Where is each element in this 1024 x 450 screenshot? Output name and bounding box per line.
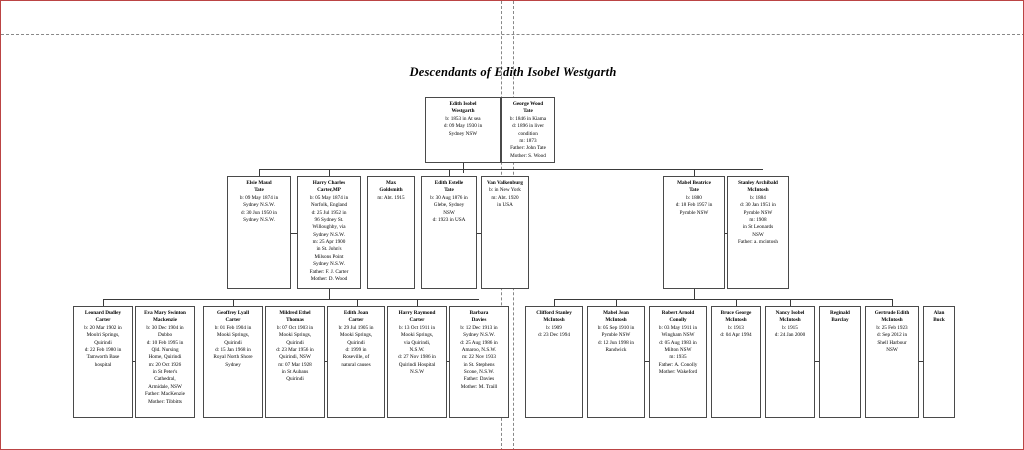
person-detail-line: b: 13 Oct 1911 in (398, 324, 436, 331)
person-detail-line: m: Abt. 1920 (491, 194, 519, 201)
person-node-robert-arnold-conolly[interactable] (649, 306, 707, 418)
person-name-line: Thomas (286, 317, 304, 324)
person-name-line: Elsie Maud (246, 180, 272, 186)
person-detail-line: NSW (443, 209, 455, 216)
person-detail-line: Mother: Wakeford (658, 369, 698, 375)
person-node-george-wood-tate[interactable] (501, 97, 555, 163)
person-detail-line: Mother: D. Wood (310, 275, 348, 282)
connector-line (463, 163, 464, 173)
person-detail-line: Mooki Springs, (400, 332, 434, 339)
person-name-line: Edith Estelle (434, 180, 464, 186)
person-detail-line: in St. John's (316, 246, 342, 253)
person-name-line: Carter,MP (317, 187, 341, 194)
connector-line (736, 299, 737, 306)
person-detail-line: d: 1999 in (345, 346, 367, 353)
person-node-max-goldsmith[interactable] (367, 176, 415, 289)
person-detail-line: m: 1873 (519, 137, 537, 144)
person-detail-line: b: 29 Jul 1905 in (338, 324, 374, 331)
person-detail-line: Sydney (225, 361, 241, 368)
person-detail-line: in St Peter's (152, 369, 178, 375)
person-name-line: Reginald (830, 310, 850, 316)
person-detail-line: Sydney N.S.W. (313, 261, 345, 268)
person-detail-line: b: 07 Oct 1903 in (276, 324, 314, 331)
person-name-line: Westgarth (451, 108, 475, 115)
person-name-line: Bruce George (720, 310, 752, 316)
person-detail-line: Armidale, NSW (148, 383, 182, 390)
person-detail-line: d: 25 Jul 1952 in (311, 209, 347, 216)
person-detail-line: d: 04 Apr 1994 (720, 332, 752, 339)
person-detail-line: Cathedral, (154, 376, 176, 383)
person-name-line: McIntosh (747, 187, 769, 194)
person-detail-line: b: 20 Mar 1902 in (84, 324, 122, 331)
connector-line (554, 299, 555, 306)
person-node-elsie-maud-tate[interactable] (227, 176, 291, 289)
person-detail-line: Sydney N.S.W. (243, 202, 275, 209)
person-detail-line: d: 05 Aug 1983 in (659, 339, 697, 346)
person-detail-line: Scone, N.S.W. (463, 369, 495, 375)
person-name-line: McIntosh (881, 317, 903, 324)
person-detail-line: b: 1846 in Kiama (509, 115, 547, 122)
person-node-clifford-stanley-mcintosh[interactable] (525, 306, 583, 418)
person-name-line: Geoffrey Lyall (216, 310, 250, 316)
person-node-van-valkenburg[interactable] (481, 176, 529, 289)
person-name-line: Leonard Dudley (84, 310, 122, 316)
person-name-line: McIntosh (543, 317, 565, 324)
person-detail-line: b: 25 Feb 1923 (876, 324, 908, 331)
person-detail-line: d: 18 Feb 1957 in (675, 202, 713, 209)
person-detail-line: Mother: M. Traill (460, 383, 498, 390)
person-detail-line: d: 27 Nov 1986 in (398, 354, 436, 361)
person-name-line: Conolly (669, 317, 687, 324)
person-name-line: Mildred Ethel (279, 310, 311, 316)
person-detail-line: N.S.W. (409, 346, 425, 353)
person-name-line: Harry Charles (312, 180, 346, 186)
person-name-line: Eva Mary Swinton (144, 310, 186, 316)
connector-line (892, 299, 893, 306)
person-detail-line: b: 1880 (686, 194, 702, 201)
connector-line (329, 169, 330, 176)
person-detail-line: m: 25 Apr 1900 (312, 239, 346, 245)
person-detail-line: hospital (94, 361, 112, 368)
person-detail-line: b: 12 Dec 1913 in (460, 324, 498, 331)
person-name-line: Stanley Archibald (738, 180, 778, 186)
person-name-line: Clifford Stanley (536, 310, 572, 316)
person-node-nancy-isobel-mcintosh[interactable] (765, 306, 815, 418)
person-detail-line: Father: Davies (463, 376, 495, 383)
person-detail-line: m: 20 Oct 1926 (148, 361, 182, 368)
person-detail-line: b: 30 Aug 1876 in (430, 194, 468, 201)
person-detail-line: natural causes (341, 361, 371, 368)
person-node-reginald-barclay[interactable] (819, 306, 861, 418)
person-detail-line: NSW (752, 231, 764, 238)
person-node-gertrude-edith-mcintosh[interactable] (865, 306, 919, 418)
person-name-line: McIntosh (779, 317, 801, 324)
connector-line (233, 299, 234, 306)
person-detail-line: Quirindi (94, 339, 112, 346)
person-detail-line: d: 24 Jan 2000 (774, 332, 806, 339)
page-guide-top (1, 34, 1024, 35)
person-name-line: Edith Joan (343, 310, 369, 316)
person-detail-line: via Quirindi, (403, 339, 431, 346)
person-detail-line: Glebe, Sydney (433, 202, 465, 209)
person-detail-line: m: 1935 (669, 354, 687, 361)
person-name-line: Alan (933, 310, 945, 316)
person-detail-line: Pymble NSW (679, 209, 709, 216)
person-detail-line: Home, Quirindi (148, 354, 182, 361)
person-detail-line: Randwick (605, 346, 627, 353)
person-detail-line: Mother: Tibbitts (148, 398, 182, 405)
person-detail-line: Quirindi (347, 339, 365, 346)
person-detail-line: b: 05 May 1874 in (309, 194, 349, 201)
person-detail-line: Father: MacKenzie (145, 391, 185, 398)
person-node-leonard-dudley-carter[interactable] (73, 306, 133, 418)
person-detail-line: Father: A. Conolly (658, 361, 698, 368)
connector-line (259, 169, 260, 176)
connector-line (103, 299, 479, 300)
person-detail-line: d: 12 Jun 1998 in (597, 339, 635, 346)
person-name-line: Mabel Beatrice (677, 180, 711, 186)
person-node-mabel-beatrice-tate[interactable] (663, 176, 725, 289)
connector-line (103, 299, 104, 306)
person-name-line: Tate (523, 108, 533, 115)
person-detail-line: N.S.W (409, 369, 425, 375)
person-detail-line: b: 1853 in At sea (445, 115, 481, 122)
person-detail-line: Mooki Springs, (216, 332, 250, 339)
person-detail-line: condition (518, 130, 538, 137)
person-detail-line: in St Leonards (742, 224, 774, 231)
person-detail-line: 96 Sydney St. (314, 216, 344, 223)
person-name-line: Gertrude Edith (874, 310, 910, 316)
person-detail-line: b: 09 May 1874 in (239, 194, 279, 201)
person-detail-line: Roseville, of (342, 354, 370, 361)
person-name-line: Van Valkenburg (487, 180, 523, 186)
person-detail-line: Pymble NSW (601, 332, 631, 339)
connector-line (357, 299, 358, 306)
person-name-line: Robert Arnold (661, 310, 695, 316)
person-detail-line: Milton NSW (664, 346, 692, 353)
person-detail-line: m: 22 Nov 1933 (462, 354, 496, 361)
person-detail-line: Mooki Springs, (278, 332, 312, 339)
person-name-line: McIntosh (605, 317, 627, 324)
connector-line (259, 169, 763, 170)
person-name-line: Carter (348, 317, 364, 324)
connector-line (449, 169, 450, 176)
person-detail-line: Quirindi (286, 339, 304, 346)
person-name-line: Nancy Isobel (775, 310, 805, 316)
person-detail-line: Willoughby, via (312, 224, 346, 231)
person-node-mildred-ethel-thomas[interactable] (265, 306, 325, 418)
person-detail-line: d: 30 Jan 1951 in (740, 202, 776, 209)
person-node-edith-joan-carter[interactable] (327, 306, 385, 418)
person-detail-line: Milsons Point (314, 253, 344, 260)
person-detail-line: Sydney N.S.W. (463, 332, 495, 339)
person-detail-line: b: 03 May 1911 in (658, 324, 698, 331)
person-detail-line: Norfolk, England (310, 202, 348, 209)
connector-line (790, 299, 791, 306)
person-detail-line: b: in New York (489, 187, 521, 194)
person-detail-line: Quirindi, NSW (279, 354, 311, 361)
person-name-line: Carter (225, 317, 241, 324)
person-node-bruce-george-mcintosh[interactable] (711, 306, 761, 418)
connector-line (694, 289, 695, 299)
person-detail-line: Shell Harbour (877, 339, 907, 346)
person-node-stanley-archibald-mcintosh[interactable] (727, 176, 789, 289)
person-detail-line: m: Abt. 1915 (377, 194, 405, 201)
person-detail-line: in St. Stephens (463, 361, 495, 368)
person-detail-line: b: 1884 (750, 194, 766, 201)
person-detail-line: Pymble NSW (743, 209, 773, 216)
person-name-line: Mabel Jean (603, 310, 629, 316)
person-detail-line: b: 1915 (782, 324, 798, 331)
person-detail-line: in St Aubans (281, 369, 309, 375)
person-detail-line: b: 1909 (546, 324, 562, 331)
person-detail-line: b: 05 Sep 1910 in (597, 324, 635, 331)
person-detail-line: Quirindi Hospital (398, 361, 436, 368)
person-node-eva-mary-swinton-mackenzie[interactable] (135, 306, 195, 418)
person-name-line: Edith Isobel (449, 101, 477, 107)
person-detail-line: d: 15 Jan 1968 in (215, 346, 251, 353)
person-detail-line: Sydney N.S.W. (313, 231, 345, 238)
person-node-alan-buck[interactable] (923, 306, 955, 418)
person-name-line: Davies (471, 317, 487, 324)
person-detail-line: Royal North Shore (213, 354, 253, 361)
person-name-line: Mackenzie (153, 317, 177, 324)
person-name-line: Carter (95, 317, 111, 324)
connector-line (417, 299, 418, 306)
person-name-line: Barbara (469, 310, 489, 316)
person-name-line: Goldsmith (379, 187, 403, 194)
person-name-line: Barclay (831, 317, 849, 324)
chart-title: Descendants of Edith Isobel Westgarth (409, 65, 617, 79)
person-detail-line: Tamworth Base (86, 354, 120, 361)
person-detail-line: d: Sep 2012 in (876, 332, 908, 339)
person-detail-line: Father: John Tate (510, 145, 546, 152)
person-name-line: Carter (409, 317, 425, 324)
person-detail-line: Father: F. J. Carter (309, 268, 349, 275)
person-detail-line: Sydney NSW (448, 130, 478, 137)
person-name-line: Buck (933, 317, 945, 324)
person-node-harry-charles-carter-mp[interactable] (297, 176, 361, 289)
person-detail-line: d: 10 Feb 1995 in (146, 339, 184, 346)
person-detail-line: Quirindi (224, 339, 242, 346)
person-detail-line: m: 1908 (749, 216, 767, 223)
person-detail-line: d: 23 Mar 1956 in (276, 346, 314, 353)
person-detail-line: NSW (886, 346, 898, 353)
person-node-edith-estelle-tate[interactable] (421, 176, 477, 289)
person-node-harry-raymond-carter[interactable] (387, 306, 447, 418)
person-detail-line: d: 30 Jun 1950 in (240, 209, 278, 216)
person-detail-line: Qld. Nursing (151, 346, 179, 353)
person-node-mabel-jean-mcintosh[interactable] (587, 306, 645, 418)
person-name-line: Max (385, 180, 397, 186)
person-detail-line: d: 23 Dec 1994 (538, 332, 570, 339)
connector-line (616, 299, 617, 306)
connector-line (329, 289, 330, 299)
person-name-line: Tate (254, 187, 264, 194)
person-detail-line: Wingham NSW (661, 332, 695, 339)
person-node-barbara-davies[interactable] (449, 306, 509, 418)
person-detail-line: Moolri Springs, (86, 332, 120, 339)
person-detail-line: m: 07 Mar 1928 (278, 361, 312, 368)
person-detail-line: in USA (497, 202, 513, 209)
person-detail-line: Quirindi (286, 376, 304, 383)
person-detail-line: d: 1896 in liver (512, 123, 544, 130)
person-detail-line: Dubbo (157, 332, 173, 339)
connector-line (694, 169, 695, 176)
person-detail-line: Mooki Springs, (339, 332, 373, 339)
person-detail-line: b: 30 Dec 1904 in (146, 324, 184, 331)
person-detail-line: d: 09 May 1930 in (443, 123, 483, 130)
person-detail-line: Amaroo, N.S.W. (461, 346, 497, 353)
person-name-line: George Wood (512, 101, 544, 107)
person-node-edith-isobel-westgarth[interactable] (425, 97, 501, 163)
person-detail-line: d: 25 Aug 1986 in (460, 339, 498, 346)
person-name-line: Tate (689, 187, 699, 194)
connector-line (554, 299, 892, 300)
person-name-line: Tate (444, 187, 454, 194)
person-detail-line: b: 1913 (728, 324, 744, 331)
person-name-line: Harry Raymond (398, 310, 436, 316)
person-node-geoffrey-lyall-carter[interactable] (203, 306, 263, 418)
person-detail-line: Sydney N.S.W. (243, 216, 275, 223)
person-detail-line: Mother: S. Wood (510, 152, 546, 159)
person-detail-line: b: 01 Feb 1904 in (214, 324, 252, 331)
person-name-line: McIntosh (725, 317, 747, 324)
person-detail-line: Father: a. mcintosh (738, 239, 778, 245)
person-detail-line: d: 1923 in USA (432, 216, 466, 223)
person-detail-line: d: 22 Feb 1980 in (84, 346, 122, 353)
